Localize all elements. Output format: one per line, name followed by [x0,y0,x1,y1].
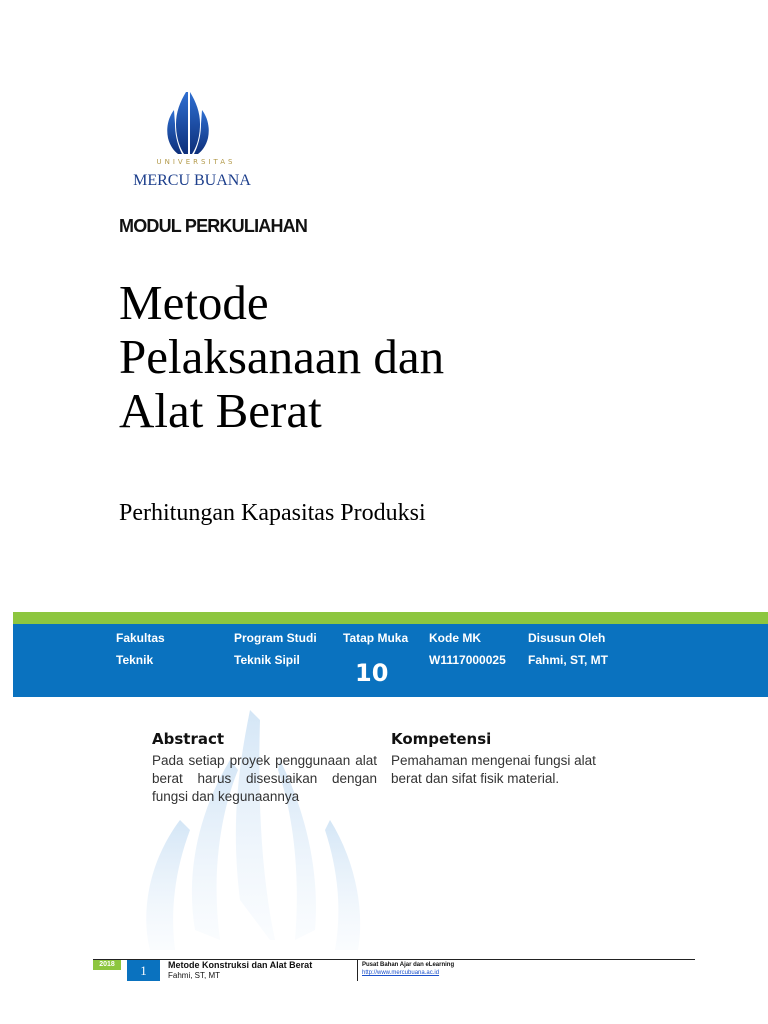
logo-watermark-icon [80,700,380,960]
abstract-text: Pada setiap proyek penggunaan alat berat harus disesuaikan dengan fungsi dan kegunaannya [152,753,377,804]
info-label: Program Studi [234,631,317,645]
footer-author: Fahmi, ST, MT [168,971,221,980]
abstract-heading: Abstract [152,730,225,748]
title-line: Metode [119,275,269,330]
info-value: Fahmi, ST, MT [528,653,609,667]
green-accent-bar [13,612,768,624]
kompetensi-heading: Kompetensi [391,730,492,748]
logo-university-name: MERCU BUANA [133,172,251,189]
university-logo [120,88,256,194]
info-value: W1117000025 [429,653,506,667]
info-label: Kode MK [429,631,481,645]
title-line: Pelaksanaan dan [119,329,445,384]
info-value: Teknik Sipil [234,653,300,667]
footer-divider [357,960,358,981]
footer-page-number: 1 [127,960,160,981]
document-subtitle: Perhitungan Kapasitas Produksi [119,500,426,526]
footer-course-title: Metode Konstruksi dan Alat Berat [168,960,313,970]
tatap-muka-number: 10 [355,659,389,687]
info-label: Tatap Muka [343,631,409,645]
kompetensi-text: Pemahaman mengenai fungsi alat berat dan sifat fisik material. [391,753,596,786]
info-label: Disusun Oleh [528,631,606,645]
info-label: Fakultas [116,631,165,645]
document-title [119,276,679,438]
logo-university-label: UNIVERSITAS [156,158,236,166]
info-value: Teknik [116,653,154,667]
footer-url-link[interactable]: http://www.mercubuana.ac.id [362,970,440,976]
footer-year-badge: 2018 [93,960,121,970]
footer-center-name: Pusat Bahan Ajar dan eLearning [362,962,455,968]
module-label: MODUL PERKULIAHAN [119,216,308,236]
title-line: Alat Berat [119,383,322,438]
